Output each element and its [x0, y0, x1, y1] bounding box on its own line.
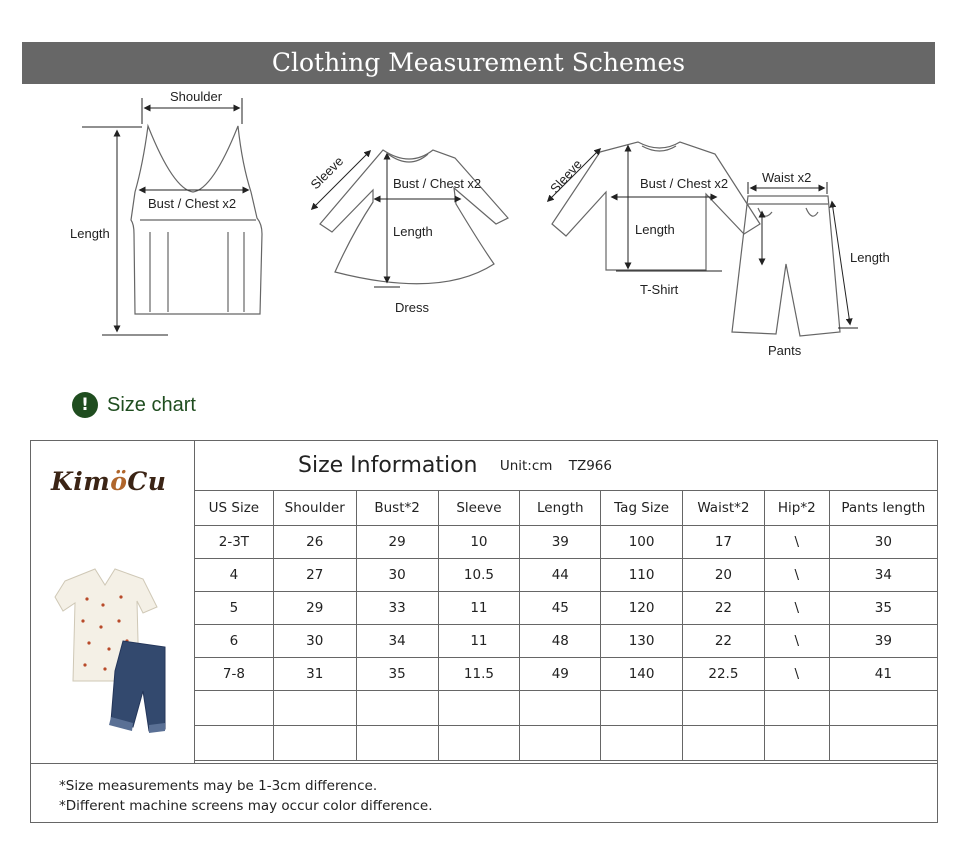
tshirt-diagram — [552, 142, 760, 270]
table-cell: 11 — [438, 625, 520, 658]
table-cell: \ — [764, 658, 829, 691]
table-cell: 31 — [273, 658, 356, 691]
table-cell: 39 — [829, 625, 937, 658]
product-photo — [53, 541, 183, 741]
table-cell: 39 — [520, 526, 601, 559]
size-chart-label: Size chart — [107, 393, 196, 416]
table-cell: 10.5 — [438, 559, 520, 592]
column-header: Waist*2 — [682, 491, 764, 526]
table-cell: 6 — [195, 625, 274, 658]
table-cell: 5 — [195, 592, 274, 625]
size-notes — [31, 763, 937, 822]
note-line: *Different machine screens may occur color difference. — [59, 798, 433, 814]
table-cell: 22 — [682, 592, 764, 625]
size-information-title: Size Information — [298, 453, 478, 478]
pants-diagram — [732, 196, 840, 336]
measurement-schemes-banner: Clothing Measurement Schemes — [22, 42, 935, 84]
table-cell: 49 — [520, 658, 601, 691]
table-cell: 11 — [438, 592, 520, 625]
tank-bust-label: Bust / Chest x2 — [148, 196, 237, 211]
table-cell: 34 — [356, 625, 438, 658]
column-header: Pants length — [829, 491, 937, 526]
tshirt-bust-label: Bust / Chest x2 — [640, 176, 729, 191]
table-cell: \ — [764, 559, 829, 592]
dress-length-label: Length — [393, 224, 433, 239]
table-cell: 100 — [601, 526, 683, 559]
table-row — [195, 559, 938, 592]
brand-panel — [31, 441, 195, 763]
column-header: US Size — [195, 491, 274, 526]
table-cell: 130 — [601, 625, 683, 658]
table-cell: 29 — [273, 592, 356, 625]
empty-table-row — [195, 726, 938, 761]
table-header-row — [195, 491, 938, 526]
column-header: Sleeve — [438, 491, 520, 526]
column-header: Hip*2 — [764, 491, 829, 526]
table-cell: 4 — [195, 559, 274, 592]
dress-caption: Dress — [395, 300, 429, 315]
table-cell: 35 — [356, 658, 438, 691]
table-cell: 26 — [273, 526, 356, 559]
table-cell: 48 — [520, 625, 601, 658]
table-cell: 11.5 — [438, 658, 520, 691]
column-header: Tag Size — [601, 491, 683, 526]
column-header: Bust*2 — [356, 491, 438, 526]
table-row — [195, 592, 938, 625]
table-row — [195, 658, 938, 691]
tshirt-caption: T-Shirt — [640, 282, 679, 297]
tank-top-diagram — [131, 126, 262, 314]
size-chart-heading — [72, 391, 196, 419]
table-row — [195, 526, 938, 559]
product-code: TZ966 — [568, 457, 612, 474]
table-cell: 22 — [682, 625, 764, 658]
measurement-diagrams — [0, 84, 960, 384]
table-cell: \ — [764, 592, 829, 625]
exclamation-circle-icon: ! — [72, 392, 98, 418]
size-chart-frame — [30, 440, 938, 823]
table-cell: 45 — [520, 592, 601, 625]
table-cell: 20 — [682, 559, 764, 592]
table-cell: 30 — [356, 559, 438, 592]
table-cell: 34 — [829, 559, 937, 592]
pants-caption: Pants — [768, 343, 802, 358]
brand-logo: KimöCu — [51, 467, 167, 496]
tank-length-label: Length — [70, 226, 110, 241]
column-header: Length — [520, 491, 601, 526]
dress-diagram — [320, 150, 508, 284]
table-cell: 27 — [273, 559, 356, 592]
table-cell: 44 — [520, 559, 601, 592]
table-row — [195, 625, 938, 658]
pants-waist-label: Waist x2 — [762, 170, 812, 185]
empty-table-row — [195, 691, 938, 726]
table-cell: 35 — [829, 592, 937, 625]
tshirt-length-label: Length — [635, 222, 675, 237]
dress-bust-label: Bust / Chest x2 — [393, 176, 482, 191]
table-cell: 10 — [438, 526, 520, 559]
size-information-table — [194, 441, 937, 761]
table-cell: 41 — [829, 658, 937, 691]
table-cell: 120 — [601, 592, 683, 625]
table-cell: \ — [764, 526, 829, 559]
dress-sleeve-label: Sleeve — [307, 153, 347, 193]
size-information-header — [195, 441, 938, 491]
table-cell: 17 — [682, 526, 764, 559]
column-header: Shoulder — [273, 491, 356, 526]
table-cell: 30 — [829, 526, 937, 559]
table-cell: 140 — [601, 658, 683, 691]
cowboy-hat-icon: ö — [110, 467, 128, 496]
tank-shoulder-label: Shoulder — [170, 89, 223, 104]
unit-label: Unit:cm — [499, 457, 553, 474]
note-line: *Size measurements may be 1-3cm difference. — [59, 778, 378, 794]
pants-length-label: Length — [850, 250, 890, 265]
table-cell: 2-3T — [195, 526, 274, 559]
table-cell: 7-8 — [195, 658, 274, 691]
table-cell: 22.5 — [682, 658, 764, 691]
tshirt-sleeve-label: Sleeve — [547, 156, 585, 197]
table-cell: 110 — [601, 559, 683, 592]
table-cell: 29 — [356, 526, 438, 559]
table-cell: 30 — [273, 625, 356, 658]
table-cell: 33 — [356, 592, 438, 625]
table-cell: \ — [764, 625, 829, 658]
